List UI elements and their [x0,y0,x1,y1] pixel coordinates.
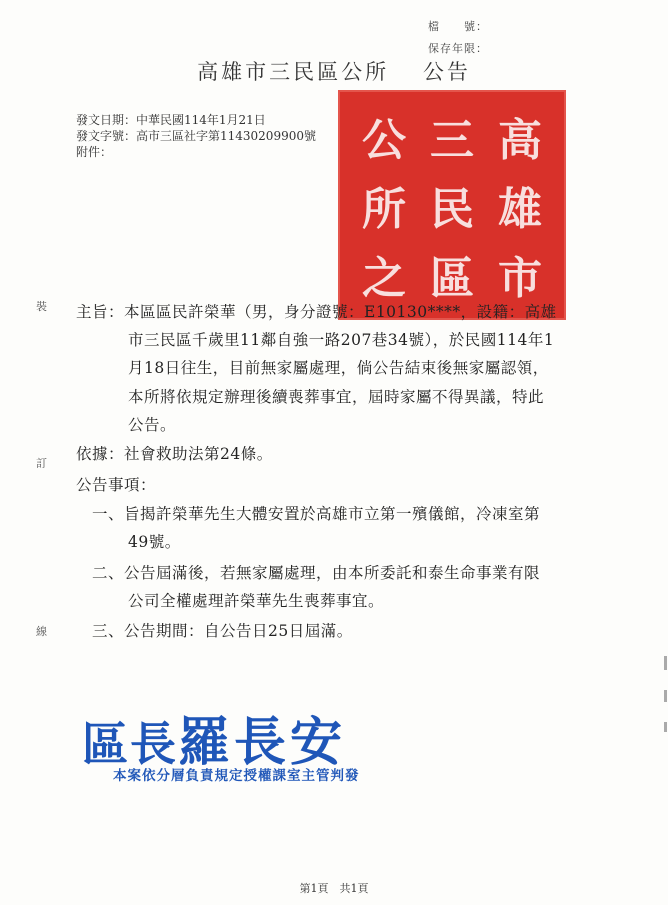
page-number: 第1頁 共1頁 [299,882,369,895]
binding-mark-1: 裝 [36,300,47,313]
file-number-label: 檔 號： [428,20,488,33]
subject-line-5: 公告。 [128,416,177,434]
retention-period-label: 保存年限： [428,42,488,55]
binding-mark-3: 線 [36,625,47,638]
item-2-line-2: 公司全權處理許榮華先生喪葬事宜。 [128,592,385,610]
seal-char: 公 [362,115,406,167]
seal-char: 高 [498,115,542,167]
subject-line-1: 主旨：本區區民許榮華（男，身分證號：E10130****，設籍：高雄 [76,303,557,321]
seal-char: 市 [498,252,542,304]
item-2-line-1: 二、公告屆滿後，若無家屬處理，由本所委託和泰生命事業有限 [92,564,541,582]
subject-line-3: 月18日往生，目前無家屬處理，倘公告結束後無家屬認領， [128,359,549,377]
item-1-line-1: 一、旨揭許榮華先生大體安置於高雄市立第一殯儀館，冷凍室第 [92,505,541,523]
subject-line-2: 市三民區千歲里11鄰自強一路207巷34號），於民國114年1 [128,331,555,349]
item-1-line-2: 49號。 [128,533,181,551]
authorization-note: 本案依分層負責規定授權課室主管判發 [113,768,360,784]
scan-edge-mark [664,656,667,670]
issue-date: 發文日期：中華民國114年1月21日 [76,113,266,127]
binding-mark-2: 訂 [36,457,47,470]
seal-char: 雄 [498,183,542,235]
seal-char: 之 [362,252,406,304]
scan-edge-mark [664,722,667,732]
seal-char: 三 [430,115,474,167]
document-title: 高雄市三民區公所 公告 [197,60,471,84]
official-seal [338,90,566,320]
seal-char: 民 [430,183,474,235]
scan-edge-mark [664,690,667,702]
director-title: 區長 [82,717,178,771]
director-name: 羅長安 [178,712,347,773]
attachment-label: 附件： [76,145,113,159]
seal-char: 所 [362,183,406,235]
seal-char: 區 [430,252,474,304]
basis-line: 依據：社會救助法第24條。 [76,445,273,463]
items-heading: 公告事項： [76,476,157,494]
item-3-line: 三、公告期間：自公告日25日屆滿。 [92,622,353,640]
document-number: 發文字號：高市三區社字第11430209900號 [76,129,316,143]
subject-line-4: 本所將依規定辦理後續喪葬事宜，屆時家屬不得異議，特此 [128,388,545,406]
